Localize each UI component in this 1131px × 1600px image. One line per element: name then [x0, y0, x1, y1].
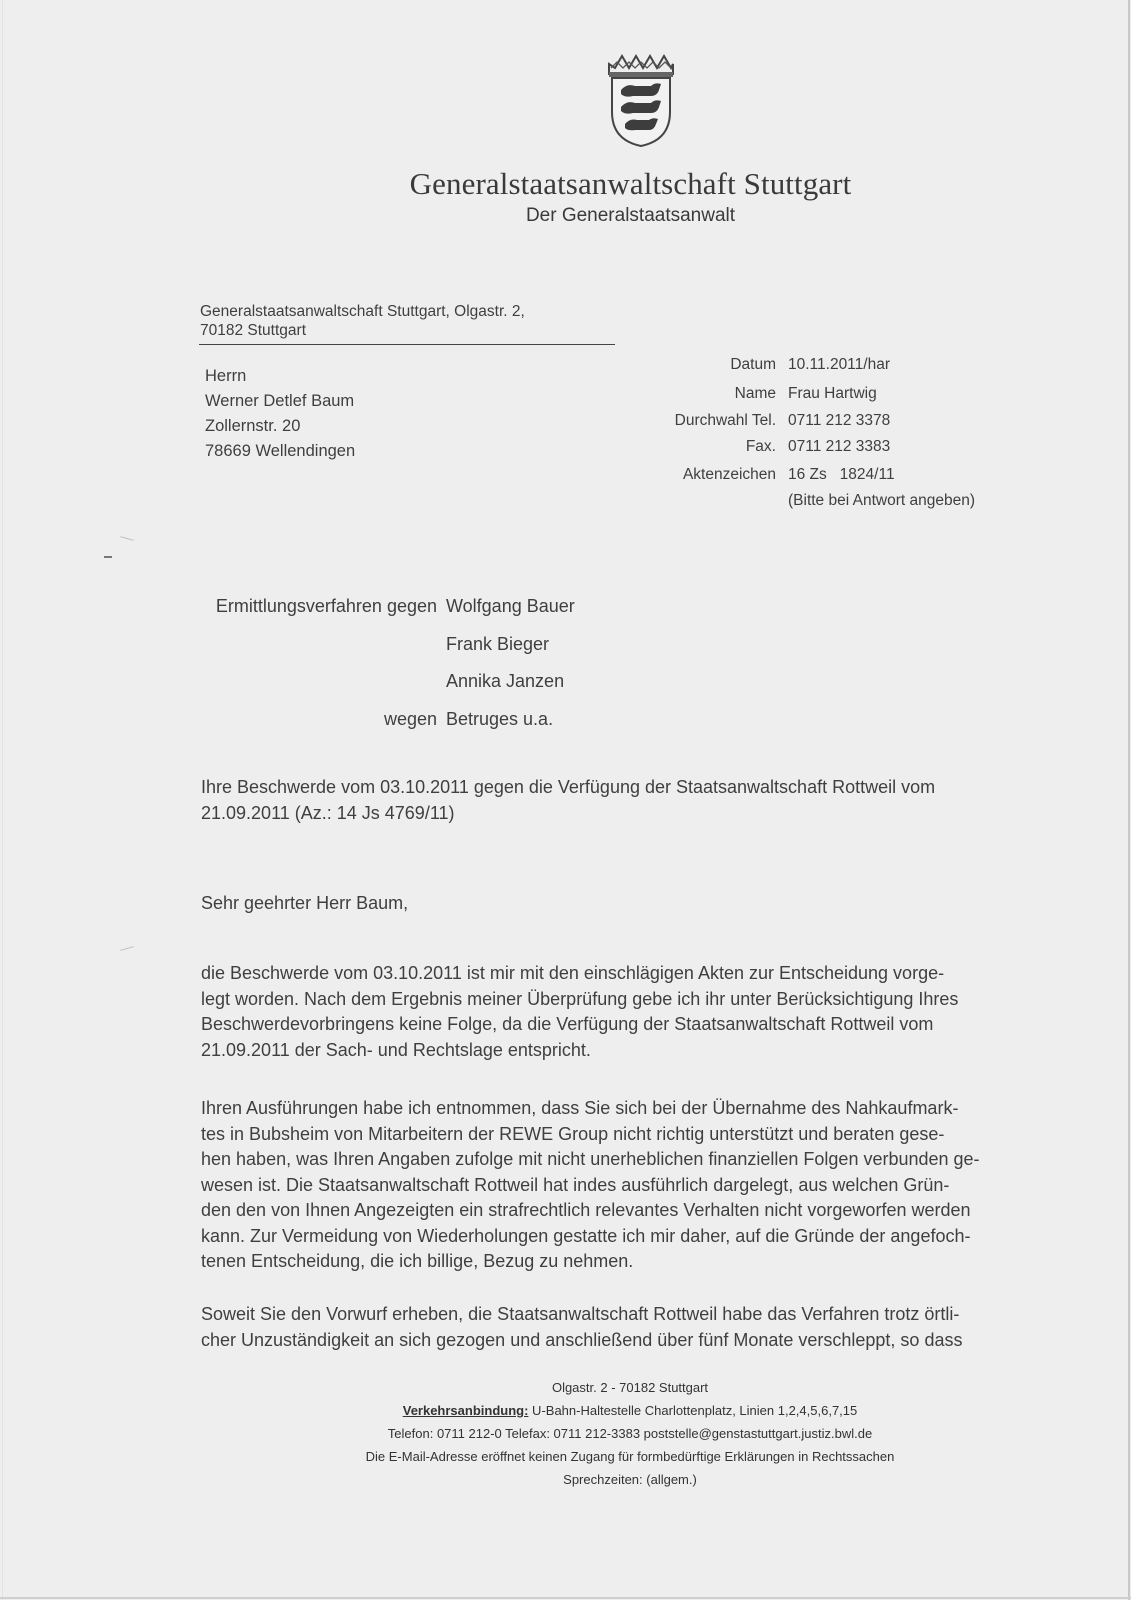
- scan-artifact: [120, 946, 134, 951]
- subject-row: [201, 671, 575, 709]
- meta-label: Name: [734, 384, 776, 402]
- letter-footer: [300, 1376, 960, 1491]
- letter-metadata: [640, 350, 975, 513]
- paragraph-1: [201, 961, 1071, 1063]
- recipient-address: [205, 364, 355, 464]
- subject-label: Ermittlungsverfahren gegen: [215, 596, 437, 616]
- meta-value: Frau Hartwig: [788, 384, 877, 402]
- meta-row-phone: [640, 408, 975, 434]
- sender-divider: [199, 344, 615, 345]
- page-edge-right: [1128, 0, 1130, 1600]
- meta-value: 10.11.2011/har: [788, 355, 890, 373]
- text-line: tes in Bubsheim von Mitarbeitern der REWE Group nicht richtig unterstützt und beraten gese-: [201, 1123, 945, 1144]
- meta-label: Durchwahl Tel.: [674, 412, 776, 429]
- reference-line: [201, 774, 1071, 826]
- accused-name: Annika Janzen: [446, 671, 565, 691]
- text-line: die Beschwerde vom 03.10.2011 ist mir mit den einschlägigen Akten zur Entscheidung vorge-: [201, 963, 945, 983]
- meta-value: 0711 212 3378: [788, 412, 891, 429]
- footer-email-note: Die E-Mail-Adresse eröffnet keinen Zugang für formbedürftige Erklärungen in Rechtssachen: [365, 1449, 895, 1464]
- footer-contact: Telefon: 0711 212-0 Telefax: 0711 212-3383 poststelle@genstastuttgart.justiz.bwl.de: [387, 1426, 873, 1441]
- reference-line-1: Ihre Beschwerde vom 03.10.2011 gegen die Verfügung der Staatsanwaltschaft Rottweil vom: [201, 777, 936, 797]
- organization-subtitle: Der Generalstaatsanwalt: [525, 205, 736, 226]
- text-line: 21.09.2011 der Sach- und Rechtslage entspricht.: [201, 1039, 591, 1060]
- sender-line-2: 70182 Stuttgart: [200, 322, 306, 339]
- meta-value: 16 Zs 1824/11: [788, 465, 895, 483]
- subject-row: [201, 634, 575, 672]
- subject-row: [201, 709, 575, 747]
- recipient-name: Werner Detlef Baum: [205, 392, 355, 410]
- salutation: Sehr geehrter Herr Baum,: [201, 893, 409, 913]
- meta-row-fax: [640, 434, 975, 460]
- text-line: Ihren Ausführungen habe ich entnommen, dass Sie sich bei der Übernahme des Nahkaufmark-: [201, 1098, 959, 1118]
- text-line: Soweit Sie den Vorwurf erheben, die Staatsanwaltschaft Rottweil habe das Verfahren trotz örtli-: [201, 1304, 960, 1324]
- text-line: tenen Entscheidung, die ich billige, Bezug zu nehmen.: [201, 1251, 634, 1271]
- reference-line-2: 21.09.2011 (Az.: 14 Js 4769/11): [201, 803, 455, 823]
- recipient-title: Herrn: [205, 367, 247, 385]
- paragraph-3: [201, 1302, 1071, 1353]
- text-line: cher Unzuständigkeit an sich gezogen und anschließend über fünf Monate verschleppt, so dass: [201, 1329, 963, 1350]
- recipient-street: Zollernstr. 20: [205, 417, 301, 435]
- punch-mark: [104, 556, 112, 558]
- meta-value: 0711 212 3383: [788, 438, 891, 455]
- subject-block: [201, 596, 575, 746]
- page-edge-bottom: [0, 1597, 1131, 1599]
- meta-label: Fax.: [745, 438, 776, 455]
- footer-address: Olgastr. 2 - 70182 Stuttgart: [551, 1380, 709, 1395]
- paragraph-2: [201, 1096, 1071, 1275]
- recipient-city: 78669 Wellendingen: [205, 442, 356, 460]
- meta-row-file-number: [640, 460, 975, 489]
- accused-name: Frank Bieger: [446, 633, 550, 654]
- text-line: den den von Ihnen Angezeigten ein strafrechtlich relevantes Verhalten nicht vorgeworfen werden: [201, 1200, 971, 1220]
- reason: Betruges u.a.: [446, 708, 554, 729]
- accused-name: Wolfgang Bauer: [446, 596, 575, 616]
- footer-hours: Sprechzeiten: (allgem.): [563, 1472, 697, 1487]
- meta-label: Aktenzeichen: [682, 465, 776, 483]
- text-line: legt worden. Nach dem Ergebnis meiner Überprüfung gebe ich ihr unter Berücksichtigung Ihres: [201, 988, 959, 1009]
- sender-address: [200, 302, 525, 340]
- sender-line-1: Generalstaatsanwaltschaft Stuttgart, Olgastr. 2,: [200, 303, 525, 320]
- transport-info: U-Bahn-Haltestelle Charlottenplatz, Linien 1,2,4,5,6,7,15: [528, 1403, 858, 1418]
- text-line: wesen ist. Die Staatsanwaltschaft Rottweil hat indes ausführlich dargelegt, aus welchen Grün-: [201, 1174, 950, 1195]
- meta-row-name: [640, 379, 975, 408]
- footer-transport: [300, 1399, 960, 1422]
- meta-note: (Bitte bei Antwort angeben): [788, 492, 975, 509]
- meta-row-date: [640, 350, 975, 379]
- subject-row: [201, 596, 575, 634]
- meta-label: Datum: [730, 355, 776, 373]
- coat-of-arms-logo: [603, 52, 679, 148]
- scan-artifact: [120, 536, 134, 541]
- organization-title: Generalstaatsanwaltschaft Stuttgart: [409, 166, 852, 201]
- reason-label: wegen: [383, 708, 437, 729]
- text-line: kann. Zur Vermeidung von Wiederholungen gestatte ich mir daher, auf die Gründe der angefoch-: [201, 1225, 971, 1246]
- text-line: Beschwerdevorbringens keine Folge, da die Verfügung der Staatsanwaltschaft Rottweil vom: [201, 1014, 934, 1034]
- page-edge-left: [2, 0, 3, 1600]
- text-line: hen haben, was Ihren Angaben zufolge mit nicht unerheblichen finanziellen Folgen verbunden ge-: [201, 1149, 980, 1169]
- transport-label: Verkehrsanbindung:: [402, 1403, 529, 1418]
